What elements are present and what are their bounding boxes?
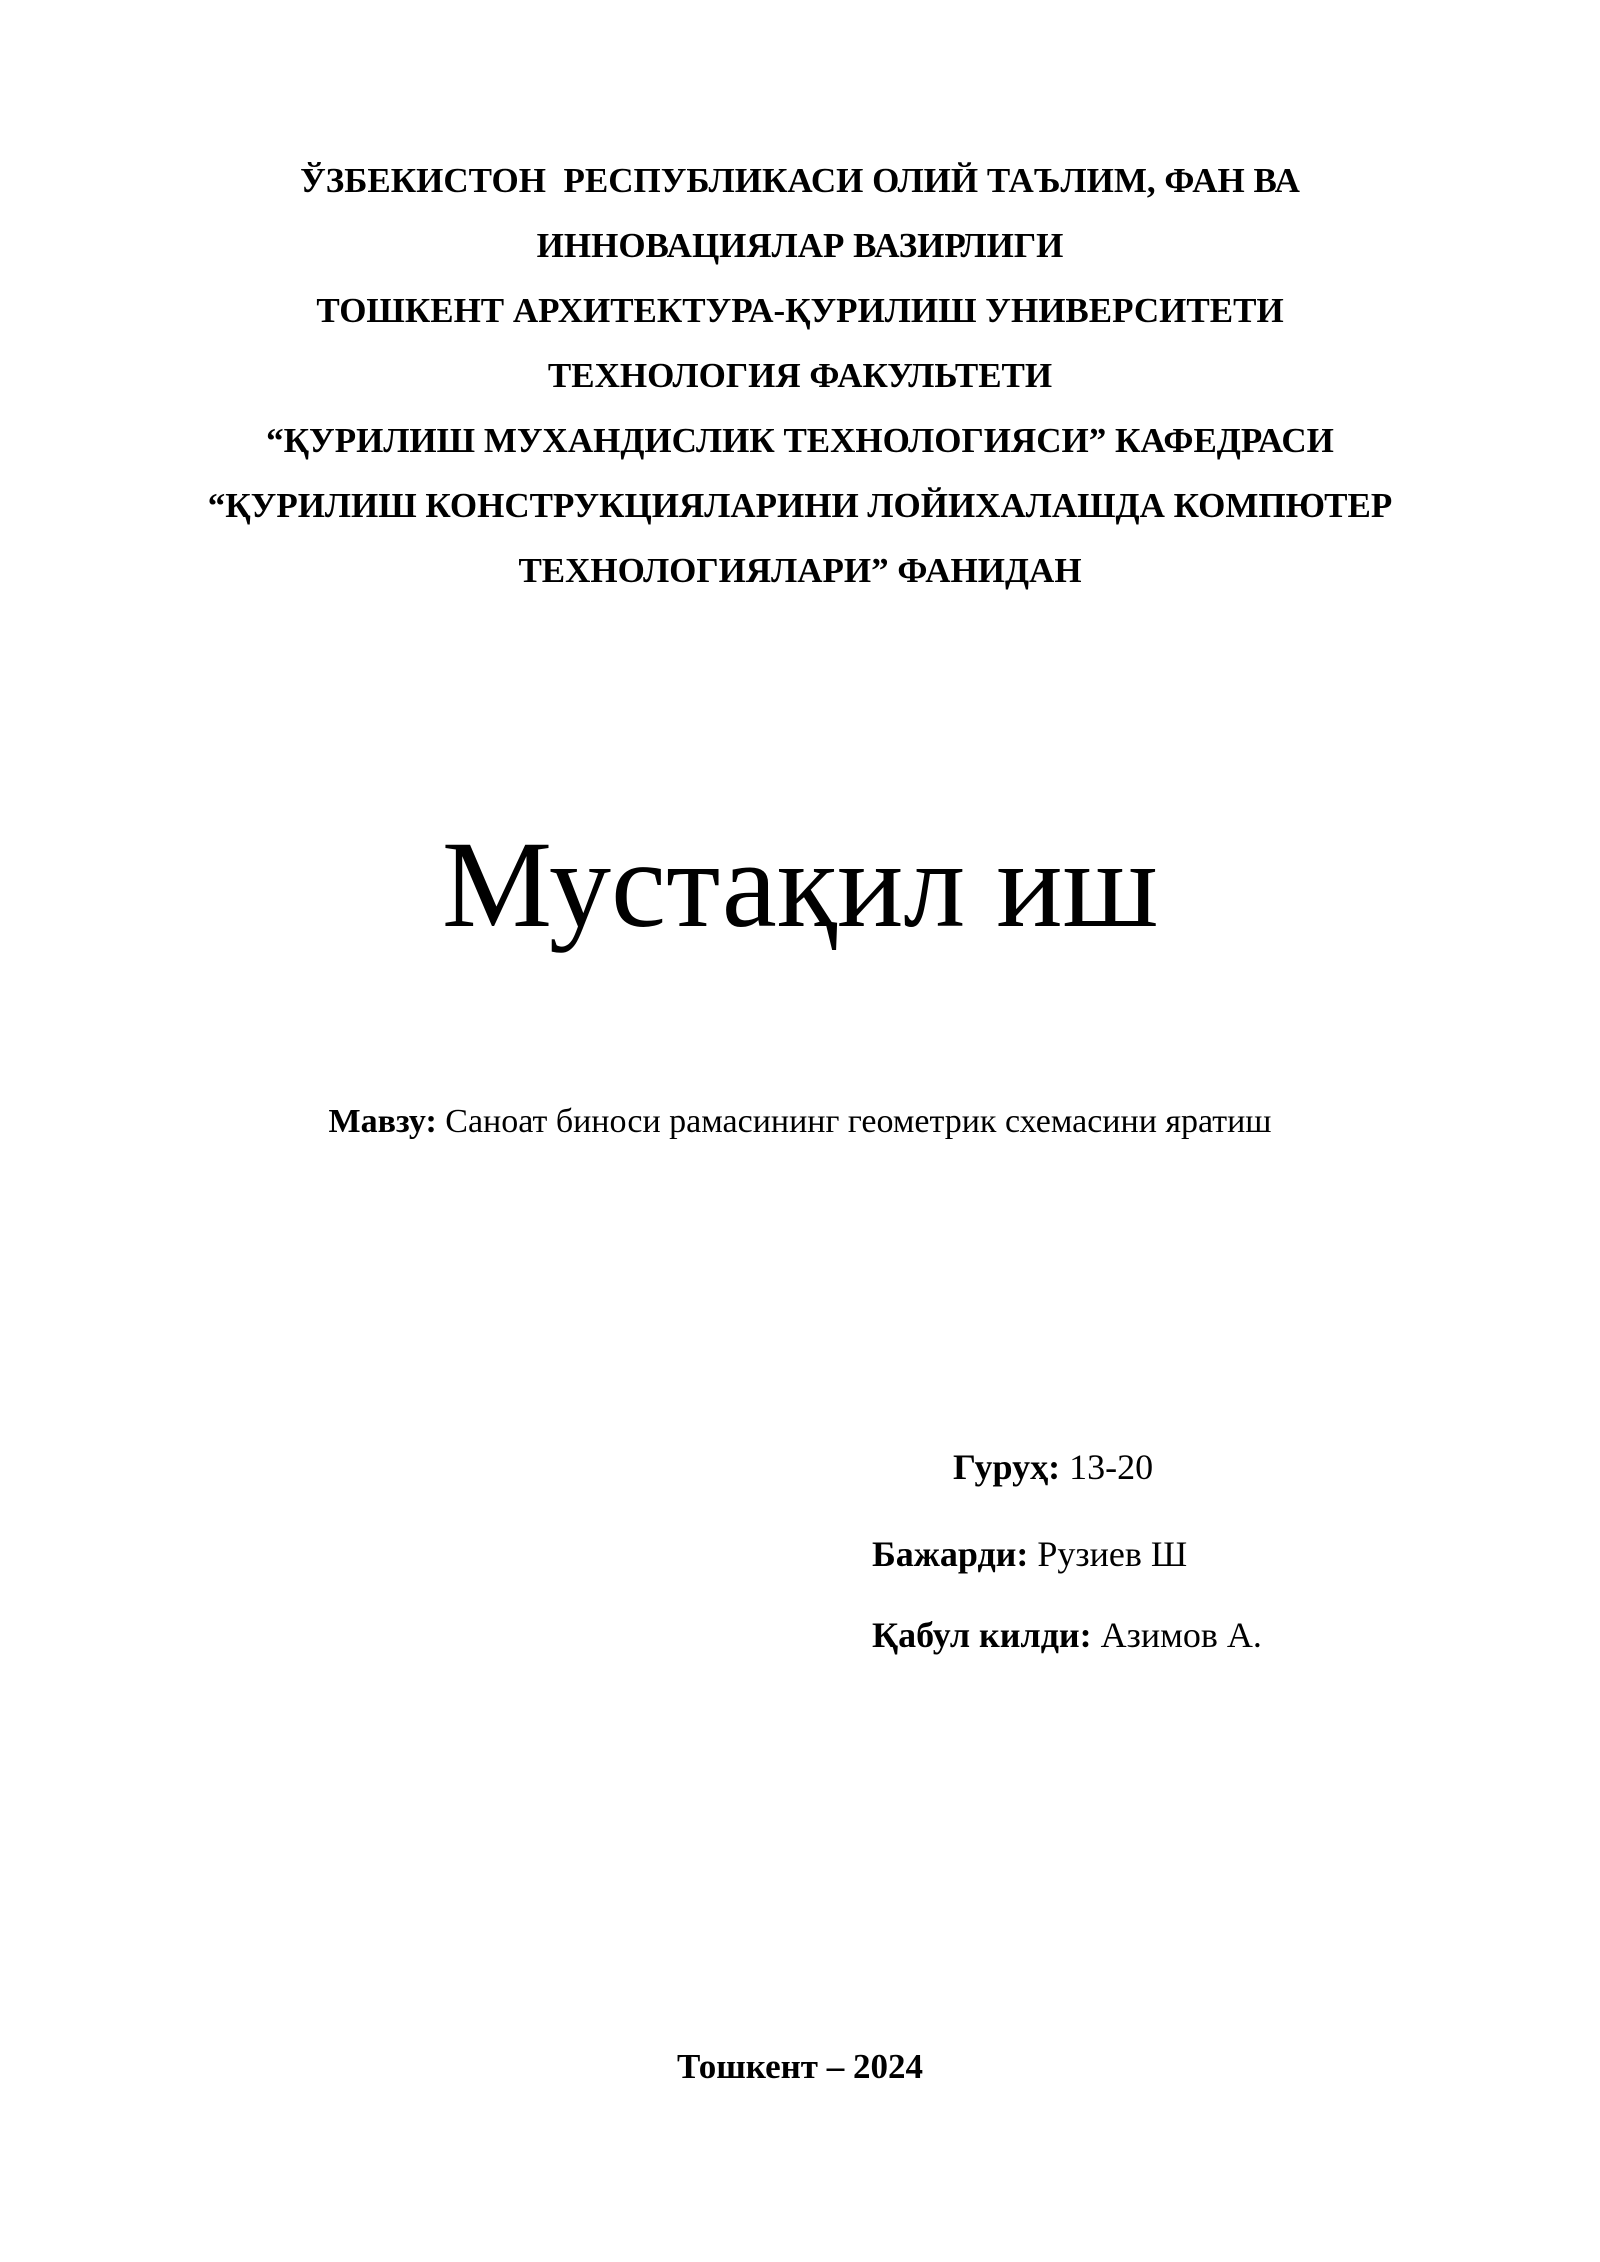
accepted-by-row <box>872 1610 1262 1660</box>
group-label: Гуруҳ: <box>953 1447 1061 1487</box>
executed-by-row <box>872 1529 1187 1579</box>
city-year-footer: Тошкент – 2024 <box>676 2047 923 2086</box>
group-value: 13-20 <box>1069 1447 1154 1487</box>
header-line-ministry-1: ЎЗБЕКИСТОН РЕСПУБЛИКАСИ ОЛИЙ ТАЪЛИМ, ФАН ВА <box>300 161 1300 200</box>
topic-label: Мавзу: <box>328 1103 437 1140</box>
header-line-faculty: ТЕХНОЛОГИЯ ФАКУЛЬТЕТИ <box>547 356 1053 395</box>
document-title: Мустақил иш <box>441 816 1159 953</box>
header-line-department: “ҚУРИЛИШ МУХАНДИСЛИК ТЕХНОЛОГИЯСИ” КАФЕДРАСИ <box>266 421 1334 460</box>
executed-by-value: Рузиев Ш <box>1037 1534 1188 1574</box>
accepted-by-value: Азимов А. <box>1100 1615 1262 1655</box>
topic-line <box>0 1098 1600 1146</box>
header-line-ministry-2: ИННОВАЦИЯЛАР ВАЗИРЛИГИ <box>536 226 1064 265</box>
header-line-university: ТОШКЕНТ АРХИТЕКТУРА-ҚУРИЛИШ УНИВЕРСИТЕТИ <box>316 291 1284 330</box>
header-line-subject-1: “ҚУРИЛИШ КОНСТРУКЦИЯЛАРИНИ ЛОЙИХАЛАШДА КОМПЮТЕР <box>207 486 1393 525</box>
header-line-subject-2: ТЕХНОЛОГИЯЛАРИ” ФАНИДАН <box>518 551 1082 590</box>
topic-value: Саноат биноси рамасининг геометрик схемасини яратиш <box>445 1103 1272 1140</box>
accepted-by-label: Қабул килди: <box>872 1615 1092 1655</box>
executed-by-label: Бажарди: <box>872 1534 1029 1574</box>
group-row <box>953 1442 1153 1492</box>
institution-header <box>0 148 1600 603</box>
